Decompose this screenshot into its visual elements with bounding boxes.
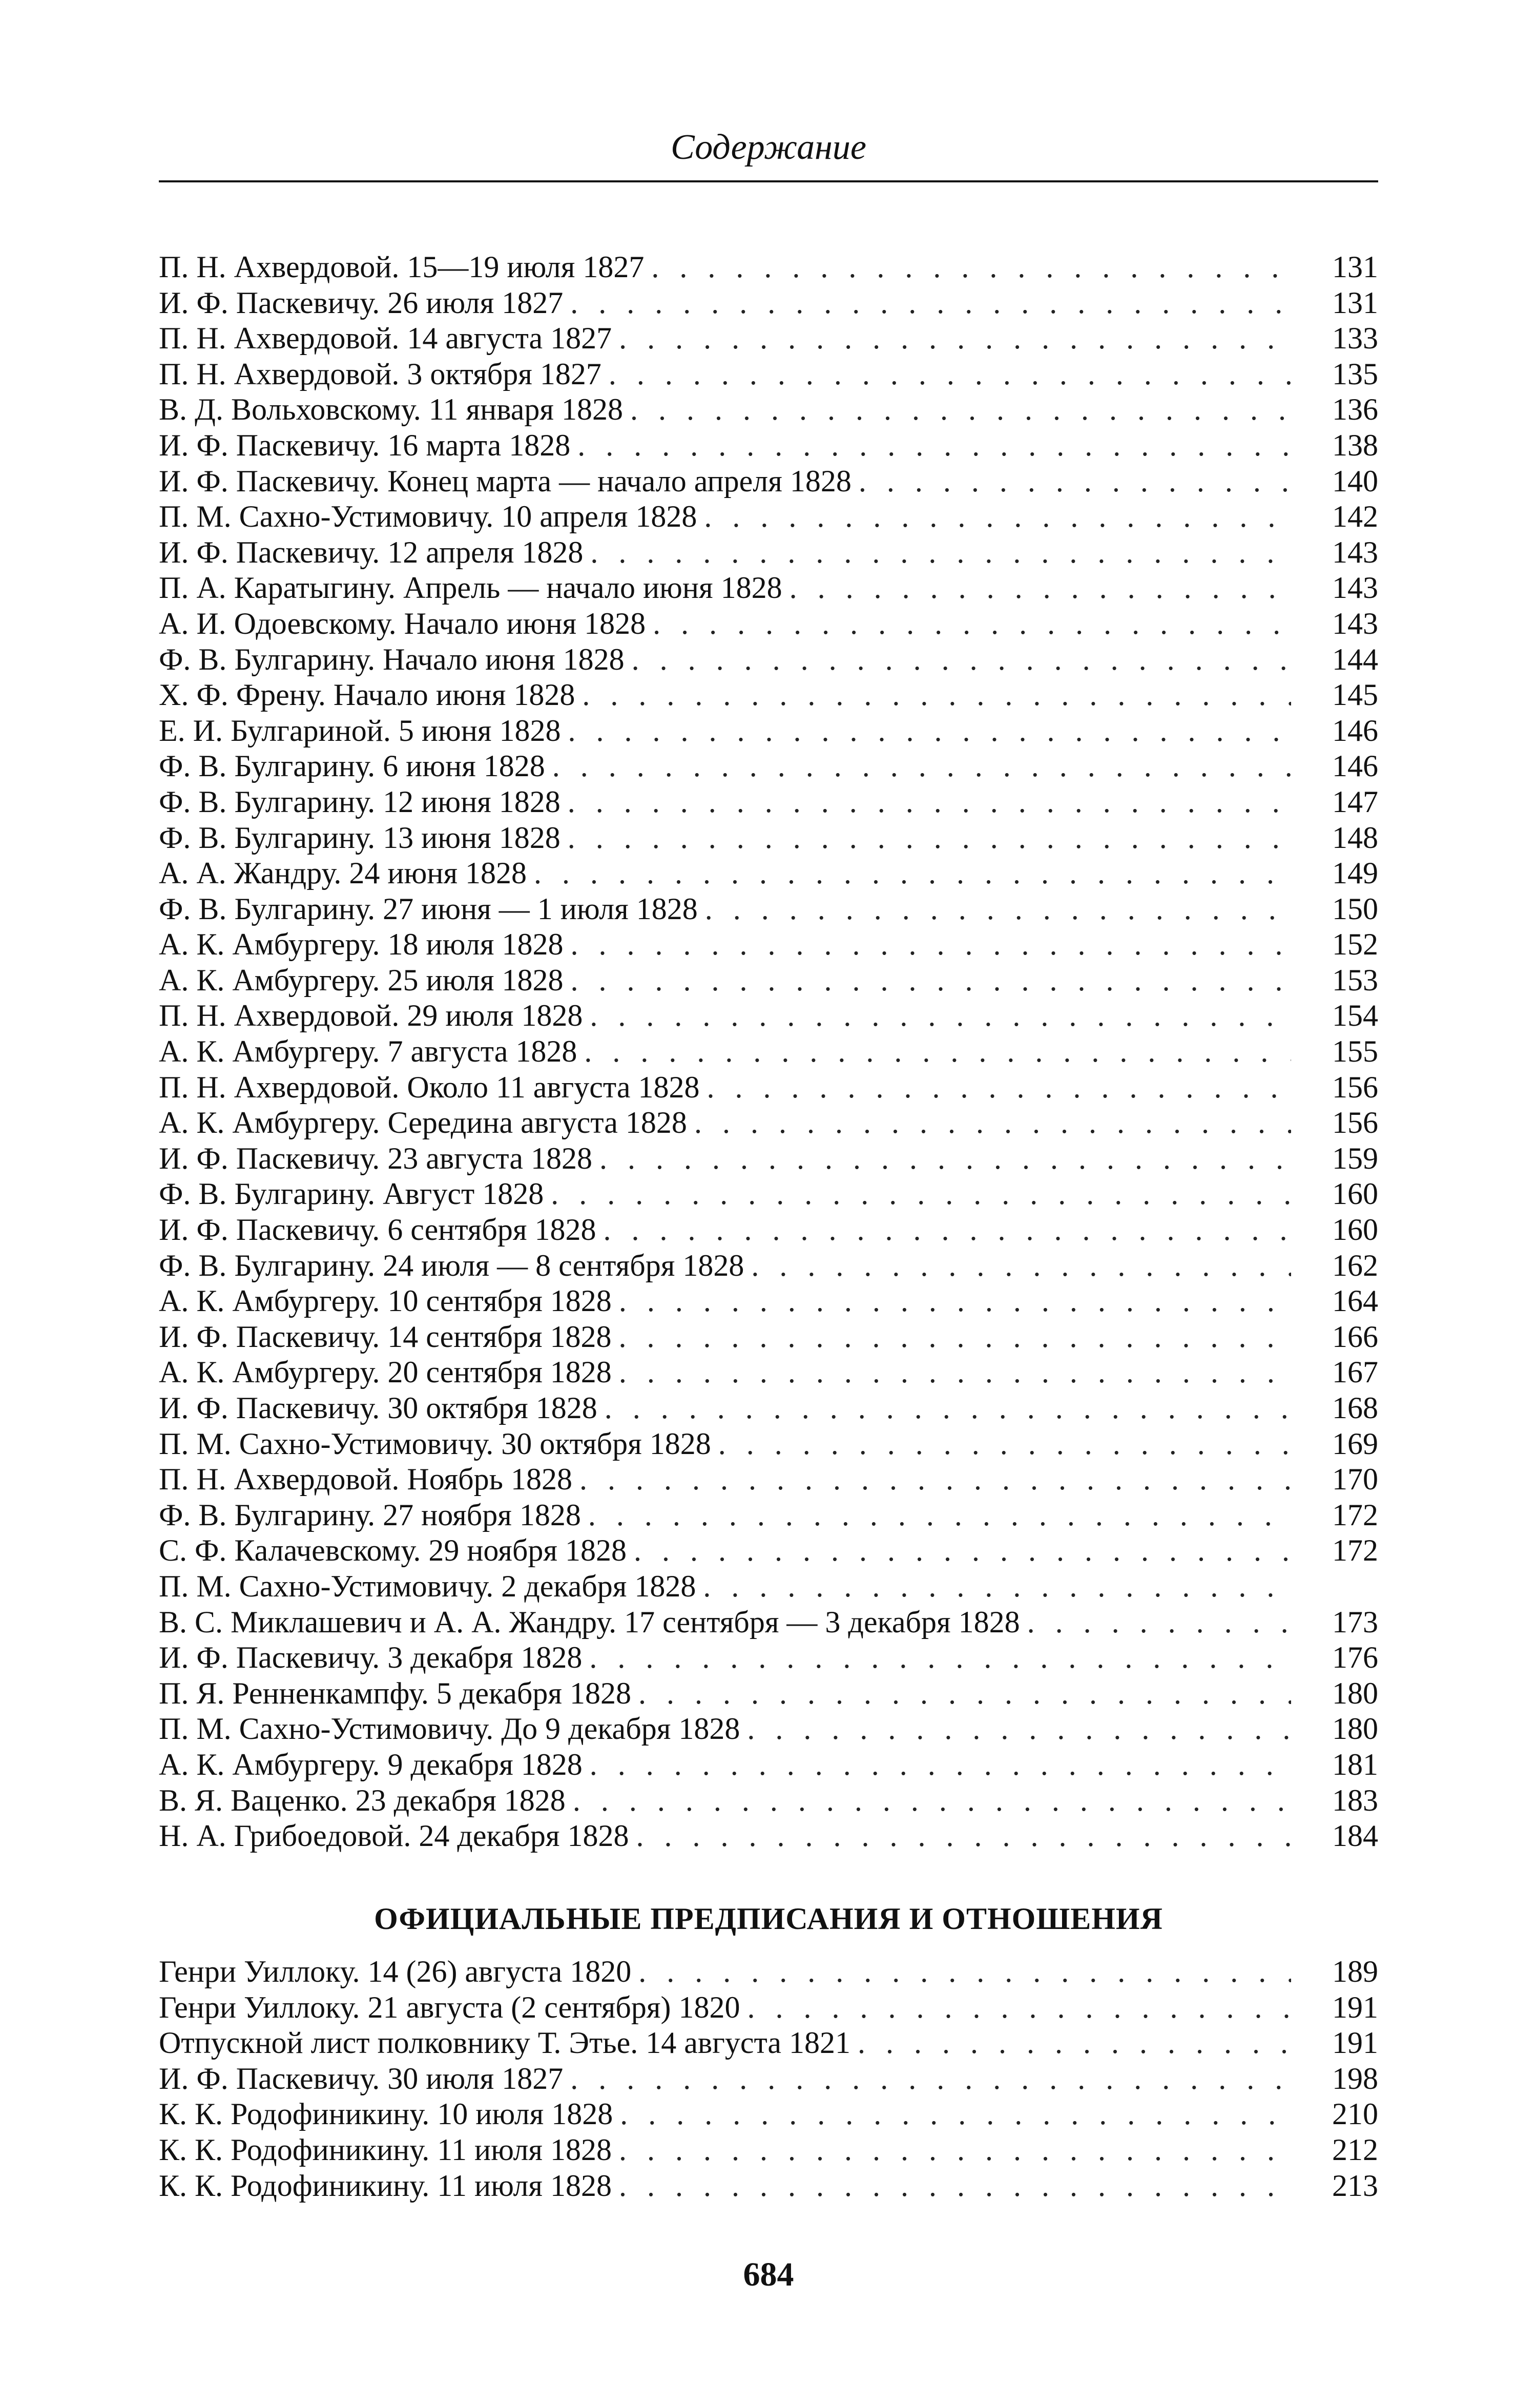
toc-entry-title: Ф. В. Булгарину. 24 июля — 8 сентября 1828 xyxy=(159,1248,744,1282)
toc-entry-page: 189 xyxy=(1332,1955,1378,1988)
toc-entry-page: 154 xyxy=(1332,999,1378,1033)
toc-entry-page: 153 xyxy=(1332,963,1378,997)
toc-entry-title: И. Ф. Паскевичу. 6 сентября 1828 xyxy=(159,1213,596,1247)
toc-entry-title: Ф. В. Булгарину. 6 июня 1828 xyxy=(159,749,545,783)
dot-leader xyxy=(631,1954,1291,1990)
toc-entry-title: С. Ф. Калачевскому. 29 ноября 1828 xyxy=(159,1533,627,1568)
toc-entry-title: И. Ф. Паскевичу. 16 марта 1828 xyxy=(159,428,571,462)
dot-leader xyxy=(644,250,1291,285)
toc-entry-title: П. Н. Ахвердовой. 29 июля 1828 xyxy=(159,999,583,1033)
toc-entry-page: 133 xyxy=(1332,321,1378,356)
toc-entry-title: К. К. Родофиникину. 11 июля 1828 xyxy=(159,2132,612,2167)
dot-leader xyxy=(564,927,1291,963)
toc-entry-page: 160 xyxy=(1332,1177,1378,1211)
toc-entry-title: К. К. Родофиникину. 11 июля 1828 xyxy=(159,2168,612,2203)
dot-leader xyxy=(564,963,1291,999)
toc-entry xyxy=(159,285,1378,321)
toc-entry-title: И. Ф. Паскевичу. 30 июля 1827 xyxy=(159,2061,564,2095)
toc-entry-title: И. Ф. Паскевичу. Конец марта — начало апреля 1828 xyxy=(159,464,851,498)
toc-entry xyxy=(159,1426,1378,1462)
toc-entry-page: 169 xyxy=(1332,1426,1378,1461)
toc-entry-page: 144 xyxy=(1332,642,1378,676)
toc-entry-page: 159 xyxy=(1332,1141,1378,1175)
toc-entry-page: 198 xyxy=(1332,2061,1378,2095)
dot-leader xyxy=(592,1141,1291,1177)
toc-entry xyxy=(159,1034,1378,1070)
toc-entry-title: И. Ф. Паскевичу. 3 декабря 1828 xyxy=(159,1641,583,1675)
toc-entry xyxy=(159,1711,1378,1747)
toc-entry-page: 172 xyxy=(1332,1533,1378,1568)
toc-entry-page: 213 xyxy=(1332,2168,1378,2203)
toc-entry-page: 131 xyxy=(1332,285,1378,320)
toc-entry-title: Ф. В. Булгарину. 13 июня 1828 xyxy=(159,820,560,855)
toc-entry xyxy=(159,749,1378,784)
toc-entry-title: А. К. Амбургеру. 20 сентября 1828 xyxy=(159,1355,612,1389)
toc-entry-title: Ф. В. Булгарину. Август 1828 xyxy=(159,1177,544,1211)
toc-entry-page: 191 xyxy=(1332,1990,1378,2024)
running-head: Содержание xyxy=(671,128,866,167)
toc-entry xyxy=(159,891,1378,927)
toc-entry-title: Отпускной лист полковнику Т. Этье. 14 августа 1821 xyxy=(159,2026,851,2060)
toc-entry-page: 156 xyxy=(1332,1070,1378,1104)
toc-entry-page: 168 xyxy=(1332,1391,1378,1425)
toc-entry-title: П. М. Сахно-Устимовичу. До 9 декабря 1828 xyxy=(159,1712,740,1746)
toc-entry-title: П. М. Сахно-Устимовичу. 30 октября 1828 xyxy=(159,1426,711,1461)
toc-entry xyxy=(159,1176,1378,1212)
toc-entry xyxy=(159,535,1378,571)
dot-leader xyxy=(572,1462,1291,1498)
dot-leader xyxy=(581,1498,1291,1533)
toc-entry-page: 145 xyxy=(1332,678,1378,712)
dot-leader xyxy=(566,1783,1291,1819)
dot-leader xyxy=(851,464,1291,500)
dot-leader xyxy=(583,1747,1291,1783)
dot-leader xyxy=(700,1070,1291,1106)
toc-entry-page: 210 xyxy=(1332,2097,1378,2131)
dot-leader xyxy=(563,285,1291,321)
toc-entry xyxy=(159,856,1378,891)
dot-leader xyxy=(527,856,1291,891)
toc-entry xyxy=(159,321,1378,357)
toc-entry xyxy=(159,1390,1378,1426)
toc-entry-title: П. Н. Ахвердовой. 14 августа 1827 xyxy=(159,321,612,356)
dot-leader xyxy=(687,1105,1291,1141)
toc-entry-page: 172 xyxy=(1332,1498,1378,1532)
toc-entry xyxy=(159,1640,1378,1676)
toc-entry-title: А. К. Амбургеру. Середина августа 1828 xyxy=(159,1106,687,1140)
toc-entry-page: 146 xyxy=(1332,749,1378,783)
dot-leader xyxy=(631,1676,1291,1712)
dot-leader xyxy=(711,1426,1291,1462)
toc-entry-title: П. А. Каратыгину. Апрель — начало июня 1828 xyxy=(159,571,782,605)
toc-entry-page: 156 xyxy=(1332,1106,1378,1140)
dot-leader xyxy=(697,499,1291,535)
dot-leader xyxy=(560,713,1291,749)
toc-entry xyxy=(159,1355,1378,1390)
toc-entry xyxy=(159,2096,1378,2132)
dot-leader xyxy=(563,2061,1291,2097)
toc-entry xyxy=(159,1248,1378,1284)
dot-leader xyxy=(583,535,1291,571)
toc-entry xyxy=(159,1818,1378,1854)
toc-entry-page: 167 xyxy=(1332,1355,1378,1389)
toc-entry-title: А. К. Амбургеру. 10 сентября 1828 xyxy=(159,1284,612,1318)
toc-entry-title: В. С. Миклашевич и А. А. Жандру. 17 сентября — 3 декабря 1828 xyxy=(159,1605,1020,1639)
toc-entry xyxy=(159,2025,1378,2061)
toc-entry-title: Ф. В. Булгарину. 27 июня — 1 июля 1828 xyxy=(159,891,698,926)
dot-leader xyxy=(544,1176,1291,1212)
toc-entry-page: 152 xyxy=(1332,927,1378,962)
toc-entry-title: П. Я. Ренненкампфу. 5 декабря 1828 xyxy=(159,1676,632,1710)
toc-entry-title: Н. А. Грибоедовой. 24 декабря 1828 xyxy=(159,1819,629,1853)
toc-entry-title: П. Н. Ахвердовой. 3 октября 1827 xyxy=(159,357,601,391)
dot-leader xyxy=(612,1283,1291,1319)
dot-leader xyxy=(612,2168,1291,2204)
toc-entry-page: 212 xyxy=(1332,2132,1378,2167)
toc-entry xyxy=(159,570,1378,606)
toc-entry-page: 173 xyxy=(1332,1605,1378,1639)
dot-leader xyxy=(1020,1605,1291,1641)
toc-entry-page: 149 xyxy=(1332,856,1378,890)
toc-entry-title: Ф. В. Булгарину. Начало июня 1828 xyxy=(159,642,625,676)
toc-entry xyxy=(159,1498,1378,1533)
toc-list-official xyxy=(159,1954,1378,2204)
dot-leader xyxy=(570,428,1291,464)
toc-entry xyxy=(159,1569,1378,1605)
toc-entry-page: 184 xyxy=(1332,1819,1378,1853)
header-rule xyxy=(159,180,1378,182)
dot-leader xyxy=(744,1248,1291,1284)
toc-entry-title: Генри Уиллоку. 14 (26) августа 1820 xyxy=(159,1955,632,1988)
dot-leader xyxy=(850,2025,1291,2061)
dot-leader xyxy=(740,1711,1291,1747)
dot-leader xyxy=(611,1319,1291,1355)
toc-entry xyxy=(159,606,1378,642)
toc-entry-page: 148 xyxy=(1332,820,1378,855)
dot-leader xyxy=(782,570,1291,606)
toc-entry-page: 180 xyxy=(1332,1676,1378,1710)
toc-list-letters xyxy=(159,250,1378,1854)
toc-entry-page: 181 xyxy=(1332,1747,1378,1781)
toc-entry xyxy=(159,713,1378,749)
toc-entry xyxy=(159,1533,1378,1569)
toc-entry xyxy=(159,499,1378,535)
toc-entry-title: И. Ф. Паскевичу. 23 августа 1828 xyxy=(159,1141,593,1175)
toc-entry-page: 143 xyxy=(1332,571,1378,605)
toc-entry xyxy=(159,1783,1378,1819)
toc-entry-title: А. К. Амбургеру. 25 июля 1828 xyxy=(159,963,564,997)
toc-entry xyxy=(159,1676,1378,1712)
toc-entry xyxy=(159,820,1378,856)
toc-entry xyxy=(159,1462,1378,1498)
toc-entry xyxy=(159,1105,1378,1141)
dot-leader xyxy=(601,357,1291,392)
dot-leader xyxy=(627,1533,1291,1569)
dot-leader xyxy=(577,1034,1291,1070)
toc-entry xyxy=(159,392,1378,428)
toc-entry xyxy=(159,2061,1378,2097)
toc-entry-title: А. К. Амбургеру. 7 августа 1828 xyxy=(159,1034,577,1069)
toc-entry xyxy=(159,1954,1378,1990)
toc-entry xyxy=(159,2168,1378,2204)
toc-entry xyxy=(159,1070,1378,1106)
toc-entry-title: А. К. Амбургеру. 9 декабря 1828 xyxy=(159,1747,583,1781)
toc-entry-title: Генри Уиллоку. 21 августа (2 сентября) 1820 xyxy=(159,1990,740,2024)
toc-entry-page: 131 xyxy=(1332,250,1378,284)
toc-entry-page: 140 xyxy=(1332,464,1378,498)
toc-entry-title: А. И. Одоевскому. Начало июня 1828 xyxy=(159,606,646,640)
section-heading: ОФИЦИАЛЬНЫЕ ПРЕДПИСАНИЯ И ОТНОШЕНИЯ xyxy=(374,1902,1163,1936)
toc-entry-page: 166 xyxy=(1332,1319,1378,1354)
toc-entry xyxy=(159,464,1378,500)
toc-entry-title: И. Ф. Паскевичу. 12 апреля 1828 xyxy=(159,535,584,569)
toc-entry-page: 155 xyxy=(1332,1034,1378,1069)
toc-entry-page: 191 xyxy=(1332,2026,1378,2060)
toc-entry-page: 146 xyxy=(1332,713,1378,748)
toc-entry xyxy=(159,2132,1378,2168)
toc-entry-title: Е. И. Булгариной. 5 июня 1828 xyxy=(159,713,561,748)
toc-entry xyxy=(159,428,1378,464)
dot-leader xyxy=(740,1990,1291,2026)
toc-entry-page: 176 xyxy=(1332,1641,1378,1675)
toc-entry-page: 170 xyxy=(1332,1462,1378,1497)
toc-entry xyxy=(159,1990,1378,2026)
toc-entry-page: 147 xyxy=(1332,784,1378,819)
toc-entry-title: А. А. Жандру. 24 июня 1828 xyxy=(159,856,527,890)
toc-entry-page: 160 xyxy=(1332,1213,1378,1247)
toc-entry-page: 143 xyxy=(1332,606,1378,640)
toc-entry xyxy=(159,1747,1378,1783)
toc-entry-title: И. Ф. Паскевичу. 30 октября 1828 xyxy=(159,1391,597,1425)
toc-entry-page: 138 xyxy=(1332,428,1378,462)
dot-leader xyxy=(575,677,1291,713)
toc-entry-title: П. Н. Ахвердовой. Ноябрь 1828 xyxy=(159,1462,573,1497)
dot-leader xyxy=(612,1355,1291,1390)
page-number: 684 xyxy=(743,2256,794,2293)
dot-leader xyxy=(545,749,1291,784)
toc-entry-page: 150 xyxy=(1332,891,1378,926)
dot-leader xyxy=(582,1640,1291,1676)
toc-entry-page: 162 xyxy=(1332,1248,1378,1282)
toc-entry-title: И. Ф. Паскевичу. 14 сентября 1828 xyxy=(159,1319,612,1354)
dot-leader xyxy=(613,2096,1291,2132)
dot-leader xyxy=(696,1569,1291,1605)
dot-leader xyxy=(629,1818,1292,1854)
toc-entry-title: В. Д. Вольховскому. 11 января 1828 xyxy=(159,392,623,427)
toc-entry-page: 183 xyxy=(1332,1783,1378,1817)
toc-entry-page: 136 xyxy=(1332,392,1378,427)
toc-entry-title: Х. Ф. Френу. Начало июня 1828 xyxy=(159,678,575,712)
dot-leader xyxy=(583,998,1291,1034)
toc-entry xyxy=(159,677,1378,713)
toc-entry-title: А. К. Амбургеру. 18 июля 1828 xyxy=(159,927,564,962)
toc-entry xyxy=(159,1283,1378,1319)
toc-entry xyxy=(159,963,1378,999)
dot-leader xyxy=(698,891,1291,927)
toc-entry xyxy=(159,250,1378,285)
dot-leader xyxy=(646,606,1291,642)
toc-entry xyxy=(159,927,1378,963)
dot-leader xyxy=(596,1212,1291,1248)
dot-leader xyxy=(560,820,1291,856)
toc-entry xyxy=(159,1319,1378,1355)
dot-leader xyxy=(612,2132,1291,2168)
dot-leader xyxy=(560,784,1291,820)
toc-entry-title: В. Я. Ваценко. 23 декабря 1828 xyxy=(159,1783,566,1817)
toc-entry xyxy=(159,642,1378,678)
toc-entry-title: П. М. Сахно-Устимовичу. 2 декабря 1828 xyxy=(159,1569,696,1603)
toc-entry-page: 142 xyxy=(1332,500,1378,534)
toc-entry xyxy=(159,1212,1378,1248)
dot-leader xyxy=(597,1390,1291,1426)
dot-leader xyxy=(623,392,1291,428)
dot-leader xyxy=(625,642,1291,678)
toc-entry-page: 135 xyxy=(1332,357,1378,391)
toc-entry-title: Ф. В. Булгарину. 27 ноября 1828 xyxy=(159,1498,581,1532)
toc-entry xyxy=(159,1605,1378,1641)
toc-entry-page: 180 xyxy=(1332,1712,1378,1746)
dot-leader xyxy=(612,321,1291,357)
toc-entry-title: Ф. В. Булгарину. 12 июня 1828 xyxy=(159,784,560,819)
toc-entry xyxy=(159,357,1378,392)
toc-entry-title: К. К. Родофиникину. 10 июля 1828 xyxy=(159,2097,613,2131)
toc-entry-page: 143 xyxy=(1332,535,1378,569)
toc-entry-page: 164 xyxy=(1332,1284,1378,1318)
toc-entry-title: П. Н. Ахвердовой. 15—19 июля 1827 xyxy=(159,250,645,284)
toc-entry xyxy=(159,998,1378,1034)
toc-entry-title: И. Ф. Паскевичу. 26 июля 1827 xyxy=(159,285,564,320)
toc-entry-title: П. Н. Ахвердовой. Около 11 августа 1828 xyxy=(159,1070,700,1104)
toc-entry-title: П. М. Сахно-Устимовичу. 10 апреля 1828 xyxy=(159,500,697,534)
toc-entry xyxy=(159,784,1378,820)
toc-entry xyxy=(159,1141,1378,1177)
